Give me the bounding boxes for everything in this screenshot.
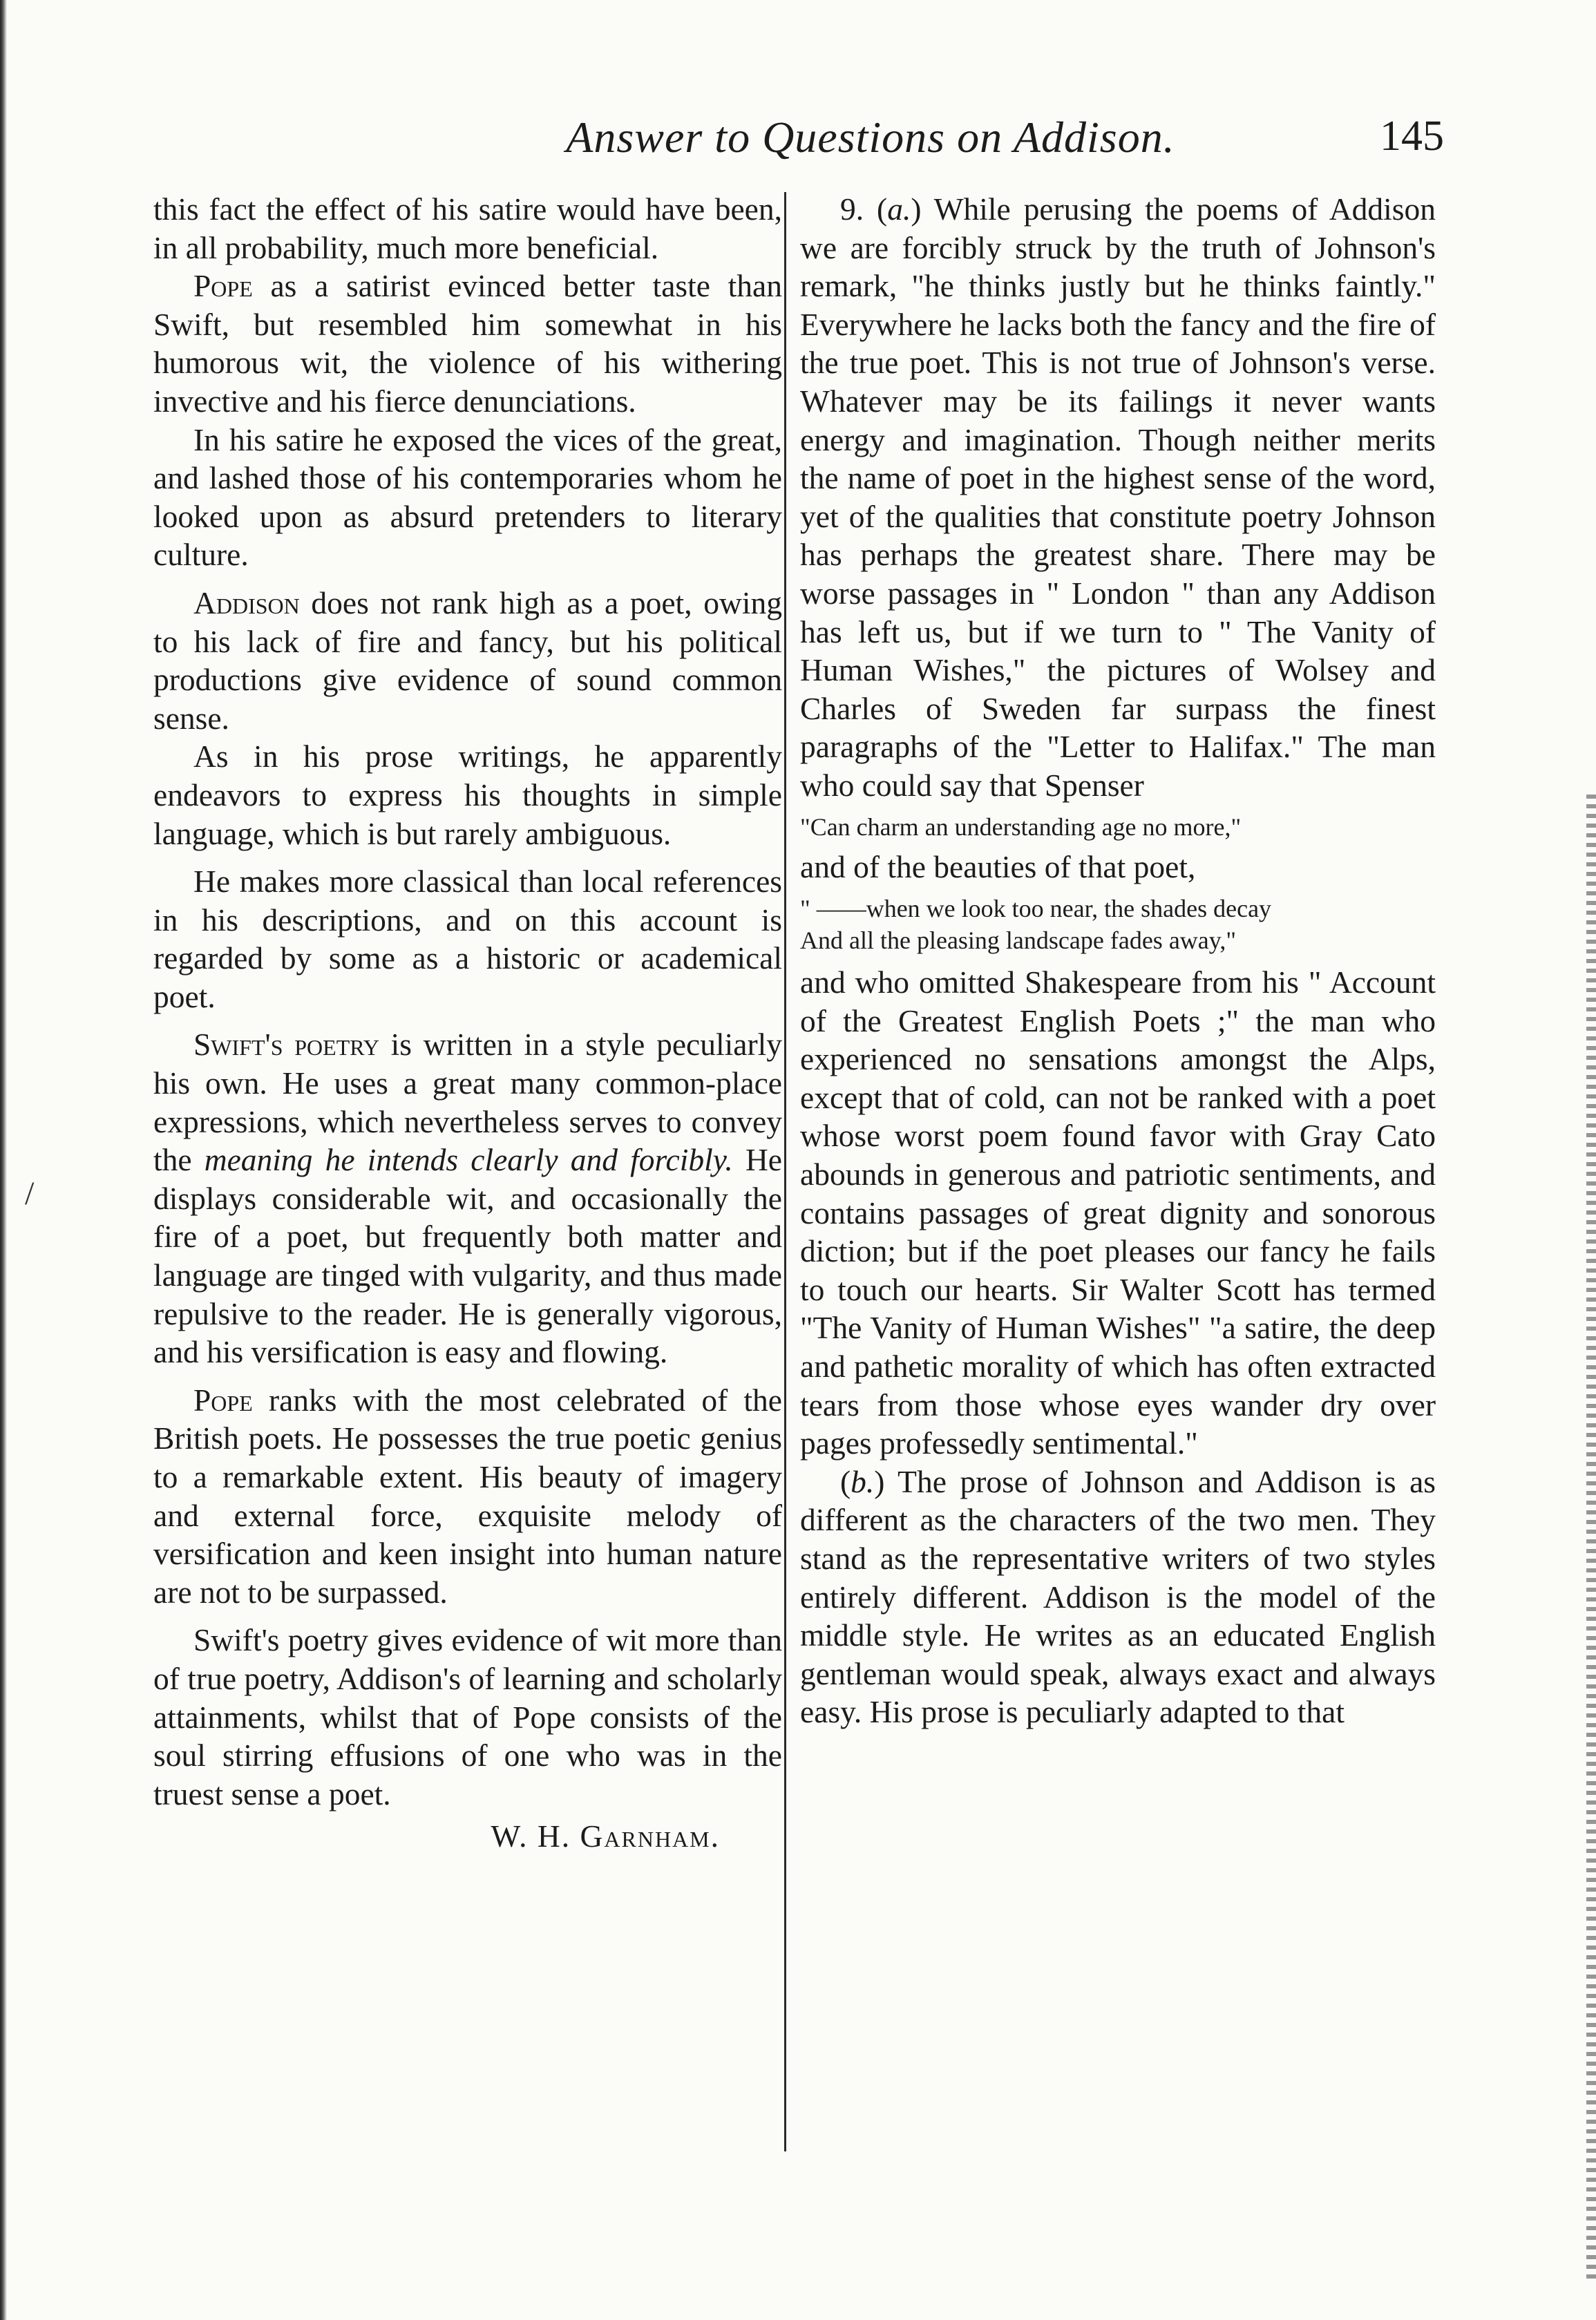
question-label: ) <box>911 191 922 227</box>
paragraph-text: is written in a style peculiarly his own. He uses a great many common-place expressions, which nevertheless serves to convey the <box>153 1027 782 1178</box>
paragraph <box>153 584 782 737</box>
paragraph: He makes more classical than local references in his descriptions, and on this account is regarded by some as a historic or academical poet. <box>153 864 782 1014</box>
page-number: 145 <box>1380 113 1444 160</box>
paragraph: Swift's poetry gives evidence of wit more than of true poetry, Addison's of learning and scholarly attainments, whilst that of Pope consists of the soul stirring effusions of one who was in the truest sense a poet. <box>153 1622 782 1812</box>
question-label: ) <box>874 1463 885 1499</box>
column-divider <box>784 192 786 2151</box>
lead-word: Swift's poetry <box>193 1027 379 1063</box>
question-label-letter: b. <box>851 1463 875 1499</box>
signature: W. H. Garnham. <box>491 1818 720 1854</box>
paragraph <box>153 267 782 420</box>
margin-mark: / <box>25 1175 35 1212</box>
page-binding-edge <box>0 0 7 2320</box>
paragraph <box>153 1025 782 1371</box>
paragraph-text: He displays considerable wit, and occasionally the fire of a poet, but frequently both matter and language are tinged with vulgarity, and thus made repulsive to the reader. He is generally vigorous, and his versification is easy and flowing. <box>153 1142 782 1370</box>
left-column <box>153 190 782 1856</box>
question-label: 9. ( <box>840 191 888 227</box>
paragraph-text: does not rank high as a poet, owing to his lack of fire and fancy, but his political productions give evidence of sound common sense. <box>153 584 782 736</box>
verse-line: " ——when we look too near, the shades decay <box>800 895 1272 923</box>
question-label-letter: a. <box>887 191 911 227</box>
lead-word: Pope <box>193 1382 253 1418</box>
italic-text: meaning he intends clearly and forcibly. <box>204 1142 733 1178</box>
paragraph <box>800 190 1436 805</box>
paragraph: In his satire he exposed the vices of the great, and lashed those of his contemporaries whom he looked upon as absurd pretenders to literary culture. <box>153 421 782 573</box>
paragraph-text: The prose of Johnson and Addison is as different as the characters of the two men. They stand as the representative writers of two styles entirely different. Addison is the model of the middle style. He writes as an educated English gentleman would speak, always exact and always easy. His prose is peculiarly adapted to that <box>800 1463 1436 1730</box>
running-title: Answer to Questions on Addison. <box>566 113 1175 162</box>
lead-word: Addison <box>193 584 300 620</box>
quotation: "Can charm an understanding age no more," <box>800 812 1242 841</box>
paragraph-text: as a satirist evinced better taste than Swift, but resembled him somewhat in his humorous wit, the violence of his withering invective and his fierce denunciations. <box>153 268 782 419</box>
paragraph: and of the beauties of that poet, <box>800 848 1196 884</box>
paragraph: this fact the effect of his satire would have been, in all probability, much more beneficial. <box>153 191 782 265</box>
paragraph <box>800 1463 1436 1731</box>
lead-word: Pope <box>193 268 253 304</box>
paragraph: and who omitted Shakespeare from his " Account of the Greatest English Poets ;" the man who experienced no sensations amongst the Alps, except that of cold, can not be ranked with a poet whose worst poem found favor with Gray Cato abounds in generous and patriotic sentiments, and contains passages of great dignity and sonorous diction; but if the poet pleases our fancy he fails to touch our hearts. Sir Walter Scott has termed "The Vanity of Human Wishes" "a satire, the deep and pathetic morality of which has often extracted tears from those whose eyes wander dry over pages professedly sentimental." <box>800 964 1436 1461</box>
paragraph-text: While perusing the poems of Addison we are forcibly struck by the truth of Johnson's remark, "he thinks justly but he thinks faintly." Everywhere he lacks both the fancy and the fire of the true poet. This is not true of Johnson's verse. Whatever may be its failings it never wants energy and imagination. Though neither merits the name of poet in the highest sense of the word, yet of the qualities that constitute poetry Johnson has perhaps the greatest share. There may be worse passages in " London " than any Addison has left us, but if we turn to " The Vanity of Human Wishes," the pictures of Wolsey and Charles of Sweden far surpass the finest paragraphs of the "Letter to Halifax." The man who could say that Spenser <box>800 191 1436 803</box>
right-column <box>800 190 1436 1731</box>
page-header <box>145 104 1444 180</box>
paragraph-text: ranks with the most celebrated of the British poets. He possesses the true poetic genius to a remarkable extent. His beauty of imagery and external force, exquisite melody of versification and keen insight into human nature are not to be surpassed. <box>153 1382 782 1610</box>
paragraph <box>153 1381 782 1612</box>
paragraph: As in his prose writings, he apparently endeavors to express his thoughts in simple language, which is but rarely ambiguous. <box>153 739 782 851</box>
verse-line: And all the pleasing landscape fades away," <box>800 926 1237 955</box>
question-label: ( <box>840 1463 851 1499</box>
verse-quotation <box>800 893 1436 956</box>
page-right-edge <box>1586 795 1596 2280</box>
